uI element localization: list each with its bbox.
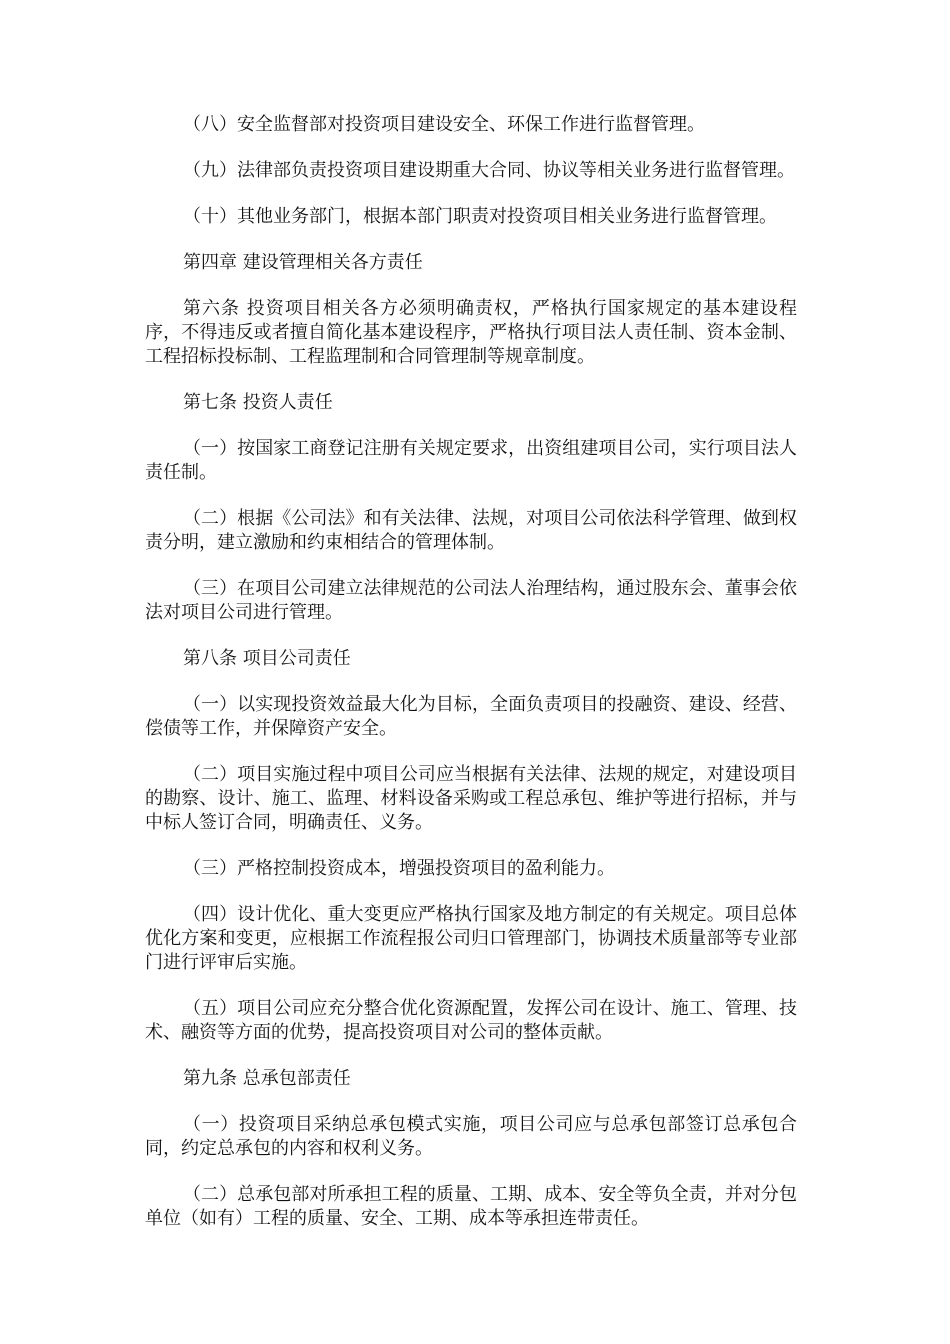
paragraph: （二）根据《公司法》和有关法律、法规，对项目公司依法科学管理、做到权责分明，建立激励和约束相结合的管理体制。 [145,508,797,553]
paragraph: （二）总承包部对所承担工程的质量、工期、成本、安全等负全责，并对分包单位（如有）工程的质量、安全、工期、成本等承担连带责任。 [145,1184,797,1229]
article-heading: 第七条 投资人责任 [183,392,333,413]
document-body [145,113,797,1253]
paragraph: （九）法律部负责投资项目建设期重大合同、协议等相关业务进行监督管理。 [183,160,795,181]
paragraph: （一）投资项目采纳总承包模式实施，项目公司应与总承包部签订总承包合同，约定总承包的内容和权利义务。 [145,1114,797,1159]
paragraph: （三）在项目公司建立法律规范的公司法人治理结构，通过股东会、董事会依法对项目公司进行管理。 [145,578,797,623]
article-heading: 第八条 项目公司责任 [183,648,351,669]
paragraph: （二）项目实施过程中项目公司应当根据有关法律、法规的规定，对建设项目的勘察、设计、施工、监理、材料设备采购或工程总承包、维护等进行招标，并与中标人签订合同，明确责任、义务。 [145,764,797,833]
paragraph: （四）设计优化、重大变更应严格执行国家及地方制定的有关规定。项目总体优化方案和变更，应根据工作流程报公司归口管理部门，协调技术质量部等专业部门进行评审后实施。 [145,904,797,973]
paragraph: （五）项目公司应充分整合优化资源配置，发挥公司在设计、施工、管理、技术、融资等方面的优势，提高投资项目对公司的整体贡献。 [145,998,797,1043]
paragraph: （三）严格控制投资成本，增强投资项目的盈利能力。 [183,858,615,879]
article-heading: 第九条 总承包部责任 [183,1068,351,1089]
paragraph: （十）其他业务部门，根据本部门职责对投资项目相关业务进行监督管理。 [183,206,777,227]
paragraph: （八）安全监督部对投资项目建设安全、环保工作进行监督管理。 [183,114,705,135]
paragraph: （一）按国家工商登记注册有关规定要求，出资组建项目公司，实行项目法人责任制。 [145,438,797,483]
chapter-heading: 第四章 建设管理相关各方责任 [183,252,423,273]
paragraph: （一）以实现投资效益最大化为目标，全面负责项目的投融资、建设、经营、偿债等工作，并保障资产安全。 [145,694,797,739]
article-paragraph: 第六条 投资项目相关各方必须明确责权，严格执行国家规定的基本建设程序，不得违反或者擅自简化基本建设程序，严格执行项目法人责任制、资本金制、工程招标投标制、工程监理制和合同管理制等规章制度。 [145,298,797,367]
